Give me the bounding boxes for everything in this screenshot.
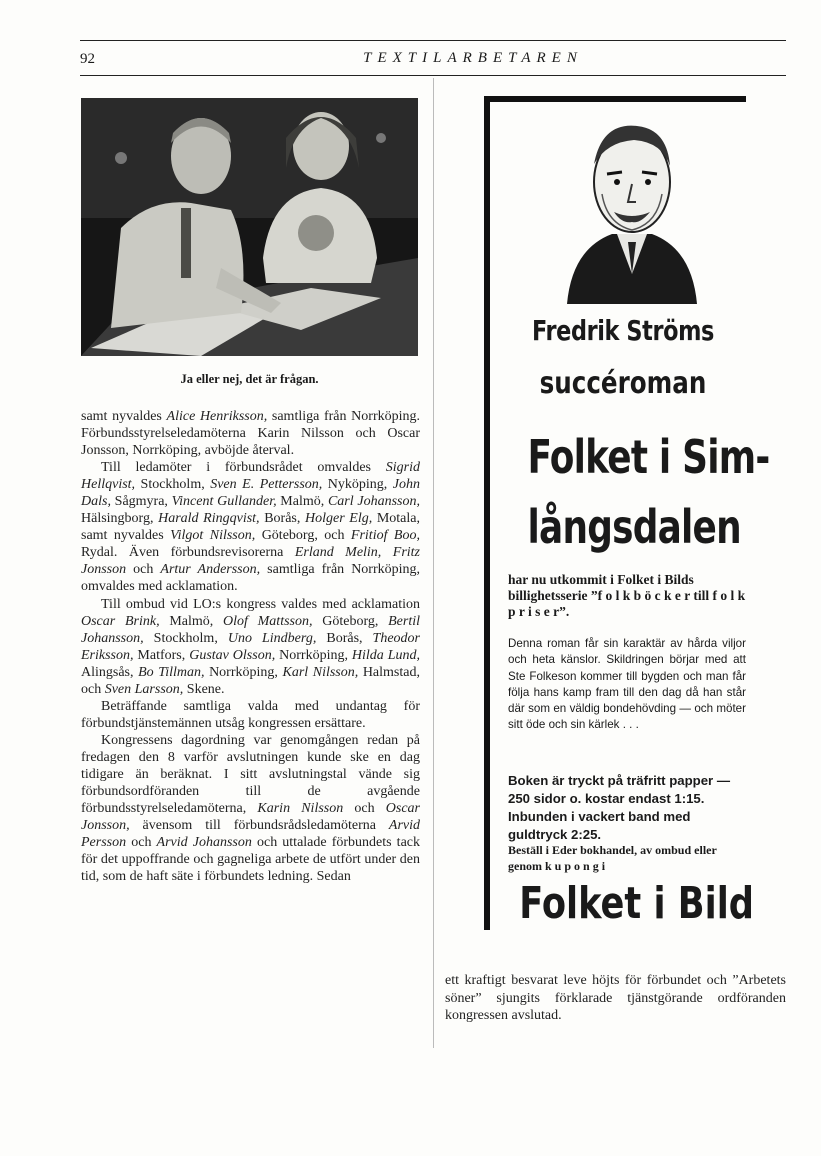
photo-caption: Ja eller nej, det är frågan. xyxy=(180,372,319,386)
person-name: Sven Larsson, xyxy=(104,681,184,697)
person-name: Erland Melin, Fritz Jonsson xyxy=(81,545,420,578)
ad-author-heading: Fredrik Ströms xyxy=(532,314,714,347)
ad-description: Denna roman får sin karaktär av hårda viljor och heta känslor. Skildringen börjar med att Ste Folkeson kommer till bygden och man får följa hans kamp fram till den dag då han står där som en väldig bondehövding — och möter sitt öde och sin kärlek . . . xyxy=(508,637,746,732)
person-name: Fritiof Boo, xyxy=(350,528,420,544)
article-paragraph: Till ledamöter i förbundsrådet omvaldes Sigrid Hellqvist, Stockholm, Sven E. Pettersson, Nyköping, John Dals, Sågmyra, Vincent Gullander, Malmö, Carl Johansson, Hälsingborg, Harald Ringqvist, Borås, Holger Elg, Motala, samt nyvaldes Vilgot Nilsson, Göteborg, och Fritiof Boo, Rydal. Även förbundsrevisorerna Erland Melin, Fritz Jonsson och Artur Andersson, samtliga från Norrköping, omvaldes med acklamation. xyxy=(81,460,421,595)
person-name: Theodor Eriksson, xyxy=(81,630,420,663)
book-advertisement xyxy=(484,96,770,930)
person-name: Vincent Gullander, xyxy=(171,494,277,510)
person-name: Holger Elg, xyxy=(304,511,373,527)
person-name: Carl Johansson, xyxy=(327,494,420,510)
person-name: Arvid Persson xyxy=(81,818,420,851)
article-paragraph: Kongressens dagordning var genomgången redan på fredagen den 8 varför avslutningen kunde ske en dag tidigare än beräknat. I sitt avslutningstal vände sig förbundsordföranden till de avgående förbundsstyrelseledamöterna, Karin Nilsson och Oscar Jonsson, ävensom till förbundsrådsledamöterna Arvid Persson och Arvid Johansson och uttalade förbundets tack för det uppoffrande och gagneliga arbete de utfört under den tid, som de haft säte i förbundets ledning. Sedan xyxy=(81,732,421,885)
page-number: 92 xyxy=(80,51,95,67)
ad-subtitle: succéroman xyxy=(539,366,707,401)
ad-footer-logo: Folket i Bild xyxy=(519,878,754,929)
page-header xyxy=(80,40,786,76)
photo xyxy=(81,98,418,356)
person-name: Oscar Brink, xyxy=(81,613,160,629)
person-name: Oscar Jonsson, xyxy=(81,801,420,834)
ad-order-text: Beställ i Eder bokhandel, av ombud eller genom k u p o n g i xyxy=(508,843,717,873)
person-name: John Dals, xyxy=(81,477,421,510)
person-name: Artur Andersson, xyxy=(160,562,261,578)
ad-intro: har nu utkommit i Folket i Bilds billighetsserie ”f o l k b ö c k e r till f o l k p r i s e r”. xyxy=(508,572,746,619)
person-name: Olof Mattsson, xyxy=(223,613,313,629)
article-continuation: ett kraftigt besvarat leve höjts för förbundet och ”Arbetets söner” sjungits förklarade tjänstgörande ordföranden kongressen avslutad. xyxy=(445,973,786,1023)
article-column-left xyxy=(81,408,420,885)
person-name: Alice Henriksson, xyxy=(166,409,268,424)
author-portrait xyxy=(562,114,702,304)
person-name: Harald Ringqvist, xyxy=(158,511,260,527)
running-title: TEXTILARBETAREN xyxy=(363,50,583,66)
article-paragraph: Beträffande samtliga valda med undantag för förbundstjänstemännen utsåg kongressen ersättare. xyxy=(81,698,420,731)
ad-border-top xyxy=(484,96,746,102)
ad-book-title-line2: långsdalen xyxy=(527,500,741,554)
person-name: Vilgot Nilsson, xyxy=(170,528,256,544)
person-name: Sven E. Pettersson, xyxy=(210,477,323,493)
person-name: Uno Lindberg, xyxy=(227,630,317,646)
ad-book-title-line1: Folket i Sim- xyxy=(527,430,770,484)
person-name: Karin Nilsson xyxy=(257,801,344,817)
person-name: Hilda Lund, xyxy=(351,647,421,663)
person-name: Bertil Johansson, xyxy=(81,613,421,646)
person-name: Sigrid Hellqvist, xyxy=(81,460,420,493)
person-name: Bo Tillman, xyxy=(138,664,205,680)
person-name: Gustav Olsson, xyxy=(189,647,276,663)
ad-border-left xyxy=(484,96,490,930)
article-paragraph: samt nyvaldes Alice Henriksson, samtliga från Norrköping. Förbundsstyrelseledamöterna Karin Nilsson och Oscar Jonsson, Norrköping, avböjde återval. xyxy=(81,409,421,459)
column-divider xyxy=(433,78,434,1048)
person-name: Arvid Johansson xyxy=(156,835,252,851)
article-paragraph: Till ombud vid LO:s kongress valdes med acklamation Oscar Brink, Malmö, Olof Mattsson, Göteborg, Bertil Johansson, Stockholm, Uno Lindberg, Borås, Theodor Eriksson, Matfors, Gustav Olsson, Norrköping, Hilda Lund, Alingsås, Bo Tillman, Norrköping, Karl Nilsson, Halmstad, och Sven Larsson, Skene. xyxy=(81,596,421,697)
ad-price: Boken är tryckt på träfritt papper — 250 sidor o. kostar endast 1:15. Inbunden i vackert band med guldtryck 2:25. xyxy=(508,773,731,842)
person-name: Karl Nilsson, xyxy=(282,664,359,680)
photo-illustration xyxy=(81,98,418,356)
